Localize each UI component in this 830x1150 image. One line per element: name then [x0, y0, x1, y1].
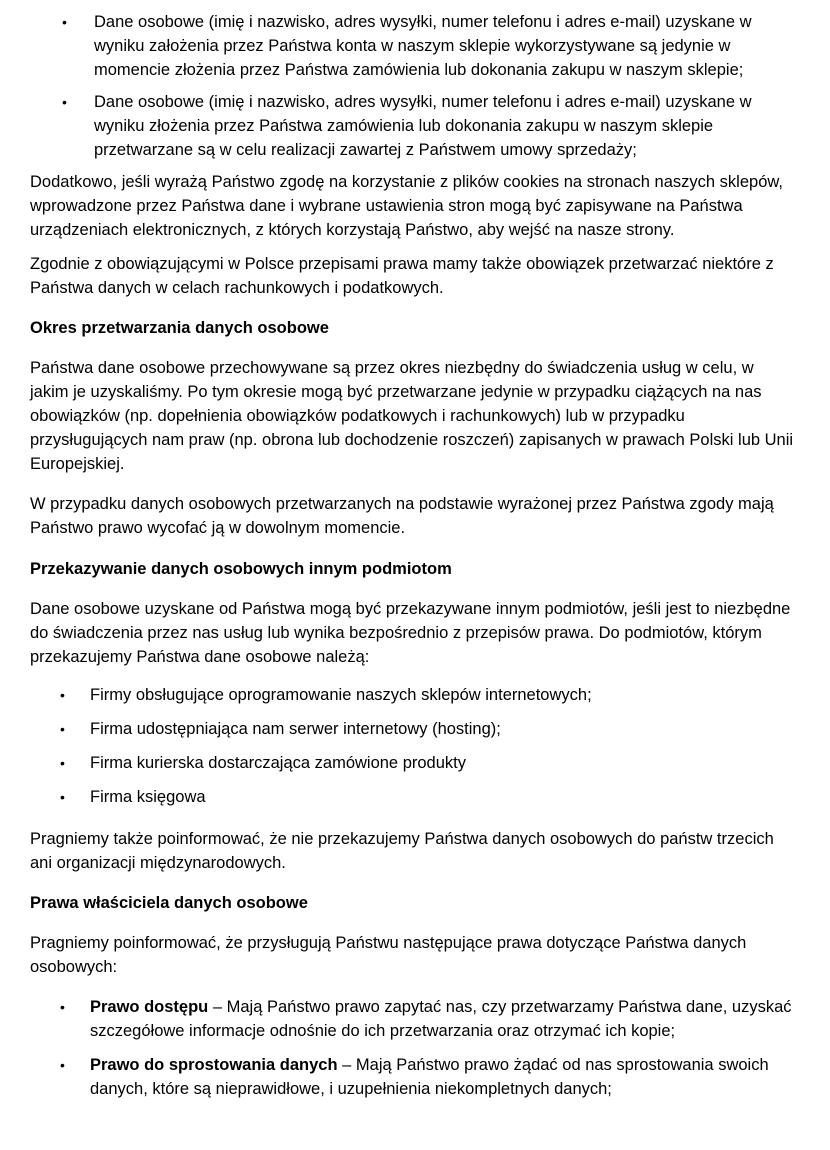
paragraph-retention: Państwa dane osobowe przechowywane są przez okres niezbędny do świadczenia usług w celu, w jakim je uzyskaliśmy. Po tym okresie mogą być przetwarzane jedynie w przypadku ciążących na nas obowiązków (np. dopełnienia obowiązków podatkowych i rachunkowych) lub w przypadku przysługujących nam praw (np. obrona lub dochodzenie roszczeń) zapisanych w prawach Polski lub Unii Europejskiej.: [30, 359, 794, 473]
bullet-icon: •: [60, 687, 65, 703]
bullet-icon: •: [62, 94, 67, 110]
paragraph-consent-withdrawal: W przypadku danych osobowych przetwarzanych na podstawie wyrażonej przez Państwa zgody mają Państwo prawo wycofać ją w dowolnym momencie.: [30, 495, 774, 537]
paragraph-rights-intro: Pragniemy poinformować, że przysługują Państwu następujące prawa dotyczące Państwa danych osobowych:: [30, 934, 747, 976]
heading-data-transfer: Przekazywanie danych osobowych innym podmiotom: [30, 560, 452, 578]
bullet-icon: •: [60, 1057, 65, 1073]
list-item: [30, 683, 794, 707]
bullet-icon: •: [60, 789, 65, 805]
paragraph-transfer-outro: Pragniemy także poinformować, że nie przekazujemy Państwa danych osobowych do państw trzecich ani organizacji międzynarodowych.: [30, 830, 774, 872]
list-item-text: Firma księgowa: [90, 788, 206, 806]
paragraph-transfer-intro: Dane osobowe uzyskane od Państwa mogą być przekazywane innym podmiotów, jeśli jest to niezbędne do świadczenia przez nas usług lub wynika bezpośrednio z przepisów prawa. Do podmiotów, którym przekazujemy Państwa dane osobowe należą:: [30, 600, 791, 666]
bullet-icon: •: [60, 755, 65, 771]
list-item: [30, 90, 794, 162]
list-item-text: Firma udostępniająca nam serwer internetowy (hosting);: [90, 720, 501, 738]
heading-retention-period: Okres przetwarzania danych osobowe: [30, 319, 329, 337]
list-item-text: Firma kurierska dostarczająca zamówione produkty: [90, 754, 466, 772]
recipients-list: [30, 683, 794, 809]
rights-list: [30, 995, 794, 1101]
bullet-icon: •: [60, 721, 65, 737]
bullet-icon: •: [60, 999, 65, 1015]
heading-owner-rights: Prawa właściciela danych osobowe: [30, 894, 308, 912]
list-item: [30, 717, 794, 741]
list-item: [30, 1053, 794, 1101]
right-description: – Mają Państwo prawo żądać od nas sprostowania swoich danych, które są nieprawidłowe, i uzupełnienia niekompletnych danych;: [90, 1056, 769, 1098]
list-item: [30, 751, 794, 775]
list-item-text: Dane osobowe (imię i nazwisko, adres wysyłki, numer telefonu i adres e-mail) uzyskane w wyniku złożenia przez Państwa zamówienia lub dokonania zakupu w naszym sklepie przetwarzane są w celu realizacji zawartej z Państwem umowy sprzedaży;: [94, 93, 752, 159]
right-description: – Mają Państwo prawo zapytać nas, czy przetwarzamy Państwa dane, uzyskać szczegółowe informacje odnośnie do ich przetwarzania oraz otrzymać ich kopie;: [90, 998, 792, 1040]
list-item-text: Dane osobowe (imię i nazwisko, adres wysyłki, numer telefonu i adres e-mail) uzyskane w wyniku założenia przez Państwa konta w naszym sklepie wykorzystywane są jedynie w momencie złożenia przez Państwa zamówienia lub dokonania zakupu w naszym sklepie;: [94, 13, 752, 79]
list-item-text: Firmy obsługujące oprogramowanie naszych sklepów internetowych;: [90, 686, 592, 704]
bullet-icon: •: [62, 14, 67, 30]
data-usage-list: [30, 10, 794, 162]
list-item: [30, 10, 794, 82]
paragraph-cookies: Dodatkowo, jeśli wyrażą Państwo zgodę na korzystanie z plików cookies na stronach naszych sklepów, wprowadzone przez Państwa dane i wybrane ustawienia stron mogą być zapisywane na Państwa urządzeniach elektronicznych, z których korzystają Państwo, aby wejść na nasze strony.: [30, 173, 783, 239]
right-term: Prawo dostępu: [90, 998, 209, 1016]
paragraph-law: Zgodnie z obowiązującymi w Polsce przepisami prawa mamy także obowiązek przetwarzać niektóre z Państwa danych w celach rachunkowych i podatkowych.: [30, 255, 774, 297]
list-item: [30, 785, 794, 809]
right-term: Prawo do sprostowania danych: [90, 1056, 338, 1074]
list-item: [30, 995, 794, 1043]
